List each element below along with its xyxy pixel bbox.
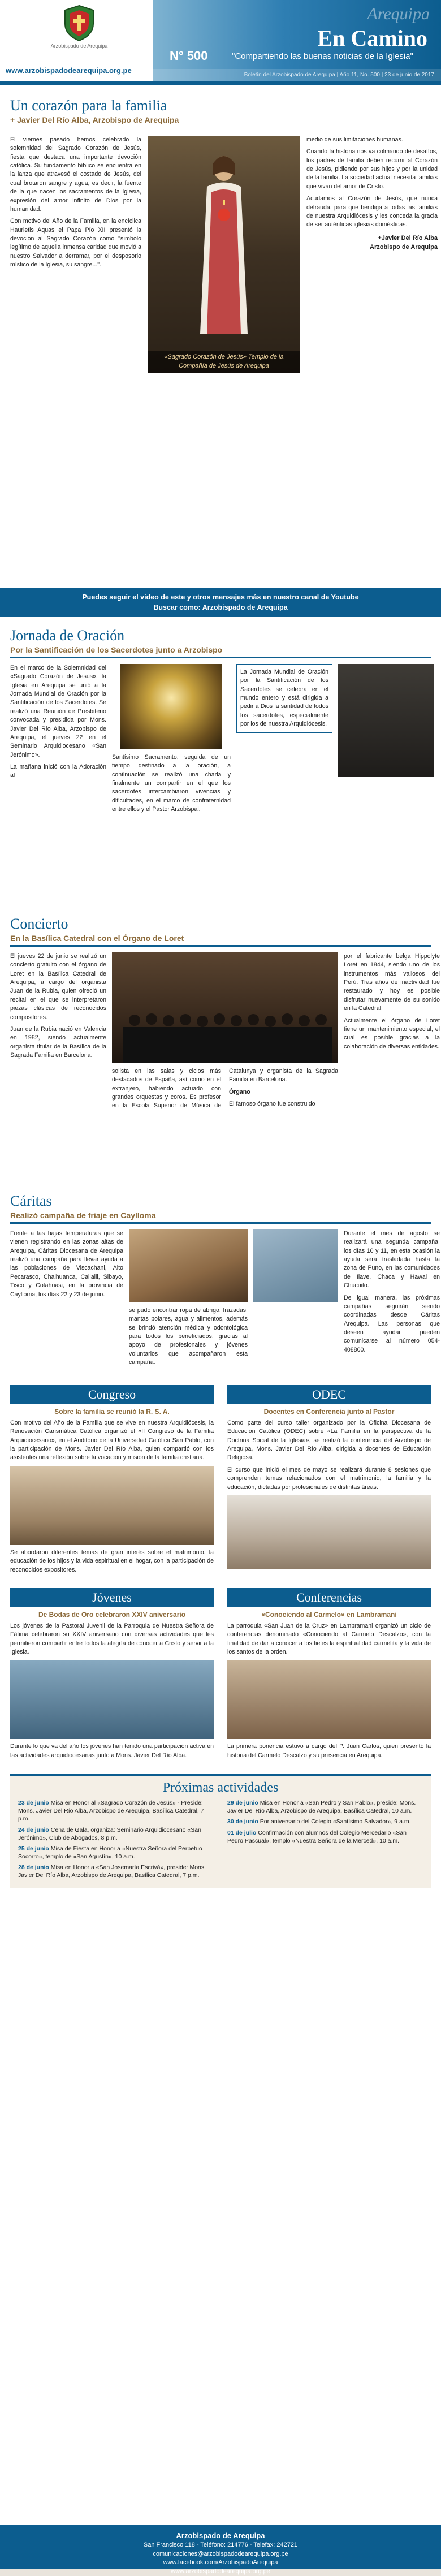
jornada-paragraph: En el marco de la Solemnidad del «Sagrado Corazón de Jesús», la Iglesia en Arequipa se unió a la Jornada Mundial de Oración por la Santificación de los Sacerdotes. Se realizó una Reunión de Presbiterio convocada y presidida por Mons. Javier Del Río Alba, Arzobispo de Arequipa, el jueves 22 en el Seminario Arquidiocesano «San Jerónimo». (10, 665, 106, 758)
section-rule (10, 657, 431, 658)
jornada-paragraph: Santísimo Sacramento, seguida de un tiempo destinado a la oración, a continuación se realizó una charla y finalmente un compartir en el que los sacerdotes intercambiaron vivencias y dificultades, en el marco de confraternidad entre ellos y el Pastor Arzobispal. (112, 754, 231, 813)
caritas-paragraph: Frente a las bajas temperaturas que se vienen registrando en las zonas altas de Arequipa, Cáritas Diocesana de Arequipa realizó una campaña para llevar ayuda a las poblaciones de Viscachani, Alto Pecarasco, Chalhuanca, Callalli, Sibayo, Tisco y Cotahuasi, en la provincia de Caylloma, los días 22 y 23 de junio. (10, 1230, 123, 1298)
agenda-right-column (227, 1799, 423, 1883)
agenda-item (18, 1863, 214, 1879)
concierto-article (0, 916, 441, 1193)
congreso-odec-row (0, 1385, 441, 1578)
agenda-text: Misa en Honor a «San Pedro y San Pablo», preside: Mons. Javier Del Río Alba, Arzobispo de Arequipa, Basílica Catedral, 10 a.m. (227, 1800, 416, 1815)
masthead-left (6, 5, 153, 78)
agenda-text: Misa en Honor a «San Josemaría Escrivá», preside: Mons. Javier Del Río Alba, Arzobispo de Arequipa, Basílica Catedral, 7 p.m. (18, 1864, 206, 1879)
agenda-date: 29 de junio (227, 1800, 258, 1807)
jovenes-box (10, 1588, 214, 1763)
date-line: Boletín del Arzobispado de Arequipa | Año 11, No. 500 | 23 de junio de 2017 (244, 72, 434, 78)
eucharist-photo (120, 664, 222, 749)
agenda-text: Cena de Gala, organiza: Seminario Arquidiocesano «San Jerónimo», Club de Abogados, 8 p.m. (18, 1826, 201, 1841)
issue-number: N° 500 (170, 49, 208, 63)
footer (0, 2525, 441, 2575)
jornada-title: Jornada de Oración (10, 627, 125, 644)
agenda-item (18, 1799, 214, 1823)
jovenes-paragraph: Los jóvenes de la Pastoral Juvenil de la Parroquia de Nuestra Señora de Fátima celebraron su XXIV aniversario con diversas actividades que les permitieron compartir entre todos la alegría de conocer a Cristo y servir a la Iglesia. (10, 1622, 214, 1655)
heart-paragraph: Acudamos al Corazón de Jesús, que nunca defrauda, para que bendiga a todas las familias de nuestra Arquidiócesis y les conceda la gracia de ser auténticas iglesias domésticas. (306, 195, 438, 228)
concierto-paragraph: solista en las salas y ciclos más destacados de España, así como en el extranjero, habiendo actuado con grandes orquestas y coros. Es profesor en la Escola Superior de Música de Catalunya y organista de la Sagrada Familia en Barcelona. (112, 1068, 338, 1110)
odec-subtitle: Docentes en Conferencia junto al Pastor (263, 1408, 395, 1416)
heart-article (0, 85, 441, 588)
jornada-subtitle: Por la Santificación de los Sacerdotes junto a Arzobispo (10, 645, 223, 654)
tagline: "Compartiendo las buenas noticias de la Iglesia" (232, 51, 413, 61)
concierto-paragraph: por el fabricante belga Hippolyte Loret en 1844, siendo uno de los instrumentos más valiosos del Perú. Tras años de inactividad fue restaurado y hoy es posible disfrutar nuevamente de su sonido en la Catedral. (344, 953, 440, 1012)
congreso-photo (10, 1466, 214, 1545)
agenda-date: 28 de junio (18, 1864, 49, 1871)
heart-author: + Javier Del Río Alba, Arzobispo de Arequipa (10, 115, 179, 124)
concierto-paragraph: El jueves 22 de junio se realizó un concierto gratuito con el órgano de Loret en la Basílica Catedral de Arequipa, a cargo del organista Juan de la Rubia, quien ofreció un recital en el que se interpretaron piezas clásicas de reconocidos compositores. (10, 953, 106, 1021)
agenda-left-column (18, 1799, 214, 1883)
organ-heading: Órgano (229, 1088, 250, 1095)
agenda-text: Misa en Honor al «Sagrado Corazón de Jesús» - Preside: Mons. Javier Del Río Alba, Arzobispo de Arequipa, Basílica Catedral, 7 p.m. (18, 1800, 204, 1823)
masthead-banner (153, 0, 441, 81)
concierto-col-1 (10, 952, 106, 1111)
concierto-paragraph: Juan de la Rubia nació en Valencia en 1982, siendo actualmente organista titular de la Basílica de la Sagrada Familia en Barcelona. (10, 1025, 106, 1059)
caritas-col-3 (253, 1229, 338, 1371)
crest-caption: Arzobispado de Arequipa (50, 43, 108, 49)
sacred-heart-caption: «Sagrado Corazón de Jesús» Templo de la Compañía de Jesús de Arequipa (148, 351, 300, 373)
agenda-title: Próximas actividades (162, 1780, 279, 1796)
site-url-link[interactable]: www.arzobispadodearequipa.org.pe (6, 66, 132, 75)
heart-col-2 (148, 136, 300, 373)
concierto-col-2 (112, 952, 338, 1111)
odec-box (227, 1385, 431, 1578)
odec-paragraph: Como parte del curso taller organizado por la Oficina Diocesana de Educación Católica (ODEC) sobre «La Familia en la perspectiva de la Doctrina Social de la Iglesia», se realizó la conferencia del Arzobispo de Arequipa, Mons. Javier Del Río Alba, dirigida a docentes de Educación Religiosa. (227, 1419, 431, 1461)
heart-title: Un corazón para la familia (10, 97, 167, 114)
conferencias-paragraph: La primera ponencia estuvo a cargo del P. Juan Carlos, quien presentó la historia del Carmelo Descalzo y su presencia en Arequipa. (227, 1743, 431, 1759)
concierto-col-3 (344, 952, 440, 1111)
heart-col-3 (306, 136, 438, 373)
agenda-date: 25 de junio (18, 1845, 49, 1852)
heart-paragraph: El viernes pasado hemos celebrado la solemnidad del Sagrado Corazón de Jesús, fiesta que destaca una importante devoción católica. Su fundamento bíblico se encuentra en la lanza que atravesó el costado de Jesús, del cual brotaron sangre y agua, es decir, la fuente de la que nacen los sacramentos de la Iglesia, expresión del amor infinito de Dios por la humanidad. (10, 136, 141, 213)
jornada-article (0, 627, 441, 916)
caritas-paragraph: Durante el mes de agosto se realizará una segunda campaña, los días 10 y 11, en esta ocasión la ayuda será trasladada hasta la zona de Puno, en las comunidades de Ilave, Chaca y Hawai en Chucuito. (344, 1230, 440, 1289)
choir-photo (112, 952, 338, 1063)
caritas-paragraph: se pudo encontrar ropa de abrigo, frazadas, mantas polares, agua y alimentos, además se brindó atención médica y odontológica para todos los beneficiados, gracias al apoyo de profesionales y jóvenes voluntarios que acompañaron esta campaña. (129, 1307, 248, 1366)
section-rule (10, 1222, 431, 1224)
concierto-subtitle: En la Basílica Catedral con el Órgano de Loret (10, 934, 184, 943)
agenda-item (18, 1826, 214, 1842)
conferencias-subtitle: «Conociendo al Carmelo» en Lambramani (261, 1610, 397, 1619)
heart-col-1 (10, 136, 141, 373)
heart-signature: +Javier Del Río Alba Arzobispo de Arequipa (370, 234, 438, 251)
jovenes-paragraph: Durante lo que va del año los jóvenes han tenido una participación activa en las actividades arquidiocesanas junto a Mons. Javier Del Río Alba. (10, 1743, 214, 1759)
conferencias-title: Conferencias (227, 1588, 431, 1607)
agenda-item (18, 1845, 214, 1861)
agenda-date: 24 de junio (18, 1826, 49, 1833)
heart-paragraph: Cuando la historia nos va colmando de desafíos, los padres de familia deben recurrir al Corazón de Jesús, pidiendo por sus hijos y por la unidad de la familia. La sociedad actual necesita familias que vivan del amor de Cristo. (306, 148, 438, 190)
agenda-date: 01 de julio (227, 1829, 257, 1836)
agenda-text: Por aniversario del Colegio «Santísimo Salvador», 9 a.m. (260, 1818, 411, 1826)
youtube-banner[interactable]: Puedes seguir el video de este y otros mensajes más en nuestro canal de Youtube Buscar como: Arzobispado de Arequipa (0, 588, 441, 617)
concierto-paragraph: Actualmente el órgano de Loret tiene un mantenimiento especial, el cual es posible gracias a la colaboración de diversas entidades. (344, 1017, 440, 1050)
congreso-paragraph: Se abordaron diferentes temas de gran interés sobre el matrimonio, la educación de los hijos y la vida espiritual en el hogar, con la participación de reconocidos expositores. (10, 1548, 214, 1573)
concierto-paragraph: El famoso órgano fue construido (229, 1101, 315, 1108)
archdiocese-crest-icon (63, 5, 96, 42)
heart-paragraph: medio de sus limitaciones humanas. (306, 136, 403, 143)
footer-web-link[interactable]: www.arzobispadodearequipa.org.pe (171, 2568, 270, 2575)
section-rule (10, 945, 431, 947)
congreso-title: Congreso (10, 1385, 214, 1404)
jornada-col-1 (10, 664, 106, 818)
heart-columns (10, 136, 438, 373)
sacred-heart-photo (148, 136, 300, 373)
priests-praying-photo (338, 664, 434, 777)
congreso-box (10, 1385, 214, 1578)
odec-photo (227, 1495, 431, 1569)
upcoming-activities (10, 1774, 431, 1888)
footer-facebook-link[interactable]: www.facebook.com/ArzobispadoArequipa (163, 2559, 278, 2566)
caritas-col-4 (344, 1229, 440, 1371)
odec-paragraph: El curso que inició el mes de mayo se realizará durante 8 sesiones que comprenden temas relacionados con el matrimonio, la familia y la educación, dictadas por profesionales de distintas áreas. (227, 1466, 431, 1491)
caritas-article (0, 1193, 441, 1385)
caritas-col-1 (10, 1229, 123, 1371)
jornada-paragraph: La mañana inició con la Adoración al (10, 763, 106, 779)
agenda-date: 23 de junio (18, 1800, 49, 1807)
agenda-date: 30 de junio (227, 1818, 258, 1826)
jornada-col-4 (338, 664, 434, 818)
odec-title: ODEC (227, 1385, 431, 1404)
agenda-item (227, 1829, 423, 1845)
caritas-subtitle: Realizó campaña de friaje en Caylloma (10, 1211, 156, 1220)
jovenes-photo (10, 1660, 214, 1739)
agenda-item (227, 1818, 423, 1826)
agenda-text: Misa de Fiesta en Honor a «Nuestra Señora del Perpetuo Socorro», templo de «San Agustín», 10 a.m. (18, 1845, 202, 1861)
concierto-title: Concierto (10, 916, 68, 932)
caritas-title: Cáritas (10, 1193, 52, 1209)
congreso-subtitle: Sobre la familia se reunió la R. S. A. (54, 1408, 170, 1416)
congreso-paragraph: Con motivo del Año de la Familia que se vive en nuestra Arquidiócesis, la Renovación Carismática Católica organizó el «II Congreso de la Familia Arquidiocesano», en el Auditorio de la Universidad Católica San Pablo, con la participación de Mons. Javier Del Río Alba, quien compartió con los asistentes una reflexión sobre la vocación y misión de la familia cristiana. (10, 1419, 214, 1461)
masthead (0, 0, 441, 85)
footer-org-name: Arzobispado de Arequipa (176, 2531, 265, 2540)
choir-illustration-icon (112, 952, 338, 1063)
caritas-donations-photo (253, 1229, 338, 1302)
jornada-col-2 (112, 664, 231, 818)
agenda-text: Confirmación con alumnos del Colegio Mercedario «San Pedro Pascual», templo «Nuestra Señora de la Merced», 10 a.m. (227, 1829, 407, 1844)
heart-paragraph: Con motivo del Año de la Familia, en la encíclica Haurietis Aquas el Papa Pío XII presentó la devoción al Sagrado Corazón como "símbolo legítimo de aquella inmensa caridad que movió a nuestro Salvador a derramar, por el desposorio místico de la Iglesia, su sangre...". (10, 218, 141, 269)
caritas-kids-photo (129, 1229, 248, 1302)
newsletter-title: En Camino (317, 25, 427, 51)
jovenes-conferencias-row (0, 1588, 441, 1763)
caritas-col-2 (129, 1229, 248, 1371)
jornada-col-3 (236, 664, 332, 818)
sacred-heart-statue-icon (196, 153, 252, 339)
agenda-item (227, 1799, 423, 1815)
jovenes-title: Jóvenes (10, 1588, 214, 1607)
jovenes-subtitle: De Bodas de Oro celebraron XXIV aniversario (38, 1610, 186, 1619)
conferencias-photo (227, 1660, 431, 1739)
conferencias-box (227, 1588, 431, 1763)
caritas-paragraph: De igual manera, las próximas campañas seguirán siendo coordinadas desde Cáritas Arequipa. Las personas que deseen ayudar pueden comunicarse al número 054-408800. (344, 1294, 440, 1353)
conferencias-paragraph: La parroquia «San Juan de la Cruz» en Lambramani organizó un ciclo de conferencias denominado «Conociendo al Carmelo Descalzo», con la finalidad de dar a conocer a los fieles la espiritualidad carmelita y la vida de los santos de la orden. (227, 1622, 431, 1655)
footer-address: San Francisco 118 - Teléfono: 214776 - Telefax: 242721 (143, 2542, 298, 2549)
masthead-city: Arequipa (367, 5, 430, 23)
footer-email-link[interactable]: comunicaciones@arzobispadodearequipa.org.pe (153, 2550, 288, 2557)
jornada-note: La Jornada Mundial de Oración por la Santificación de los Sacerdotes se celebra en el mundo entero y está dirigida a pedir a Dios la santidad de todos los sacerdotes, especialmente por los de nuestra Arquidiócesis. (236, 664, 332, 733)
